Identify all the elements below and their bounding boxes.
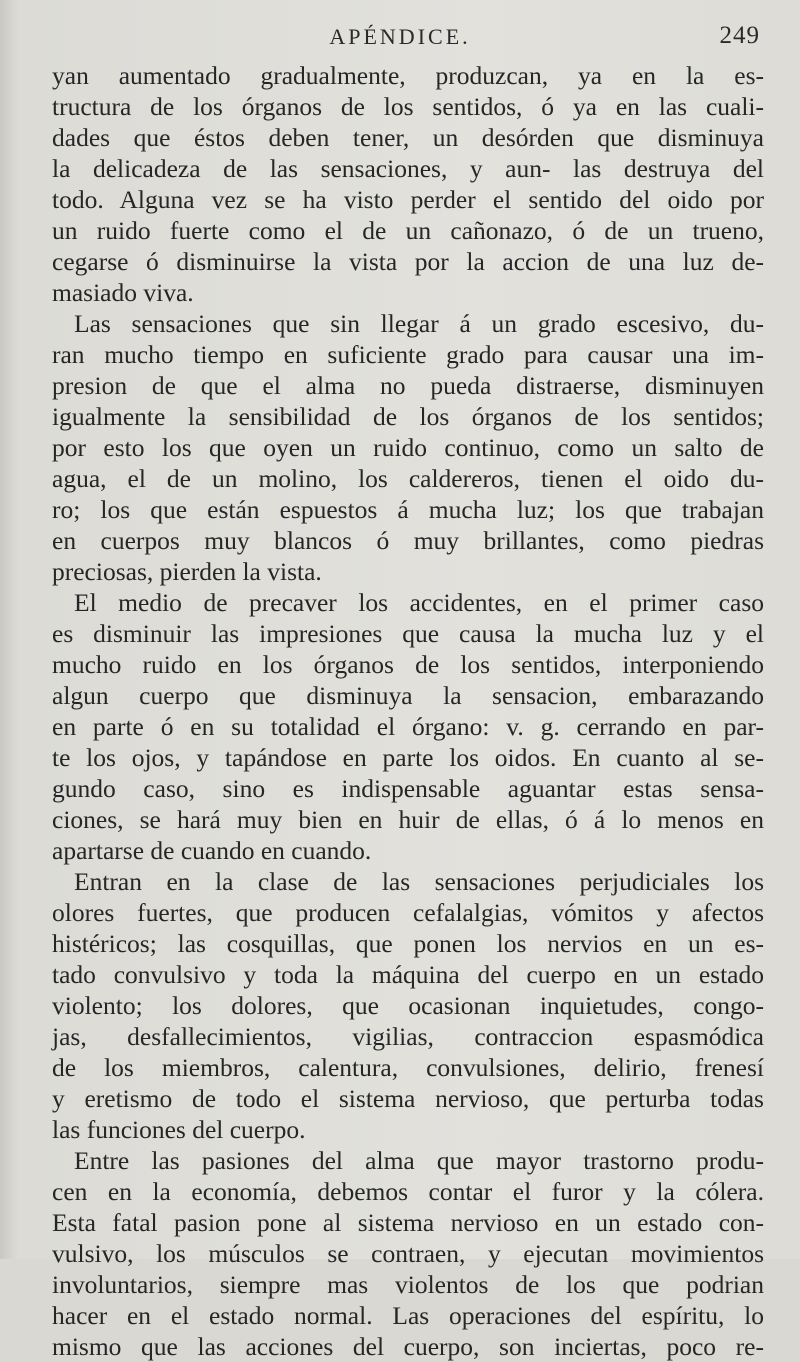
text-line: cen en la economía, debemos contar el furor y la cólera. — [52, 1177, 764, 1206]
text-line: tructura de los órganos de los sentidos, ó ya en las cuali- — [52, 92, 764, 121]
text-line: Esta fatal pasion pone al sistema nervioso en un estado con- — [52, 1208, 764, 1237]
page-header — [0, 22, 800, 56]
text-line: en parte ó en su totalidad el órgano: v. g. cerrando en par- — [52, 712, 764, 741]
text-line: mucho ruido en los órganos de los sentidos, interponiendo — [52, 650, 764, 679]
text-line: ro; los que están espuestos á mucha luz; los que trabajan — [52, 495, 764, 524]
text-line: masiado viva. — [52, 278, 194, 307]
text-line: Entre las pasiones del alma que mayor trastorno produ- — [74, 1146, 764, 1175]
text-line: es disminuir las impresiones que causa la mucha luz y el — [52, 619, 764, 648]
text-line: violento; los dolores, que ocasionan inquietudes, congo- — [52, 991, 764, 1020]
text-line: dades que éstos deben tener, un desórden que disminuya — [52, 123, 764, 152]
text-line: ran mucho tiempo en suficiente grado para causar una im- — [52, 340, 764, 369]
text-line: tado convulsivo y toda la máquina del cuerpo en un estado — [52, 960, 764, 989]
text-line: un ruido fuerte como el de un cañonazo, ó de un trueno, — [52, 216, 764, 245]
text-line: igualmente la sensibilidad de los órganos de los sentidos; — [52, 402, 764, 431]
text-line: agua, el de un molino, los caldereros, tienen el oido du- — [52, 464, 764, 493]
text-line: por esto los que oyen un ruido continuo, como un salto de — [52, 433, 764, 462]
text-line: de los miembros, calentura, convulsiones, delirio, frenesí — [52, 1053, 764, 1082]
text-line: hacer en el estado normal. Las operaciones del espíritu, lo — [52, 1301, 764, 1330]
text-line: en cuerpos muy blancos ó muy brillantes, como piedras — [52, 526, 764, 555]
text-line: cegarse ó disminuirse la vista por la accion de una luz de- — [52, 247, 764, 276]
text-line: histéricos; las cosquillas, que ponen los nervios en un es- — [52, 929, 764, 958]
text-line: El medio de precaver los accidentes, en el primer caso — [74, 588, 764, 617]
text-line: ciones, se hará muy bien en huir de ellas, ó á lo menos en — [52, 805, 764, 834]
text-line: yan aumentado gradualmente, produzcan, ya en la es- — [52, 61, 764, 90]
text-line: y eretismo de todo el sistema nervioso, que perturba todas — [52, 1084, 764, 1113]
text-line: Las sensaciones que sin llegar á un grado escesivo, du- — [74, 309, 764, 338]
text-line: preciosas, pierden la vista. — [52, 557, 322, 586]
text-line: presion de que el alma no pueda distraerse, disminuyen — [52, 371, 764, 400]
text-line: Entran en la clase de las sensaciones perjudiciales los — [74, 867, 764, 896]
text-line: mismo que las acciones del cuerpo, son inciertas, poco re- — [52, 1332, 764, 1361]
running-head: APÉNDICE. — [329, 24, 471, 49]
text-line: jas, desfallecimientos, vigilias, contraccion espasmódica — [52, 1022, 764, 1051]
text-line: te los ojos, y tapándose en parte los oidos. En cuanto al se- — [52, 743, 764, 772]
text-line: algun cuerpo que disminuya la sensacion, embarazando — [52, 681, 764, 710]
body-text — [52, 60, 764, 1362]
text-line: apartarse de cuando en cuando. — [52, 836, 372, 865]
text-line: involuntarios, siempre mas violentos de los que podrian — [52, 1270, 764, 1299]
text-line: todo. Alguna vez se ha visto perder el sentido del oido por — [52, 185, 764, 214]
text-line: olores fuertes, que producen cefalalgias, vómitos y afectos — [52, 898, 764, 927]
text-line: la delicadeza de las sensaciones, y aun- las destruya del — [52, 154, 764, 183]
text-line: las funciones del cuerpo. — [52, 1115, 306, 1144]
text-line: vulsivo, los músculos se contraen, y ejecutan movimientos — [52, 1239, 764, 1268]
page-number: 249 — [719, 22, 760, 49]
text-line: gundo caso, sino es indispensable aguantar estas sensa- — [52, 774, 764, 803]
